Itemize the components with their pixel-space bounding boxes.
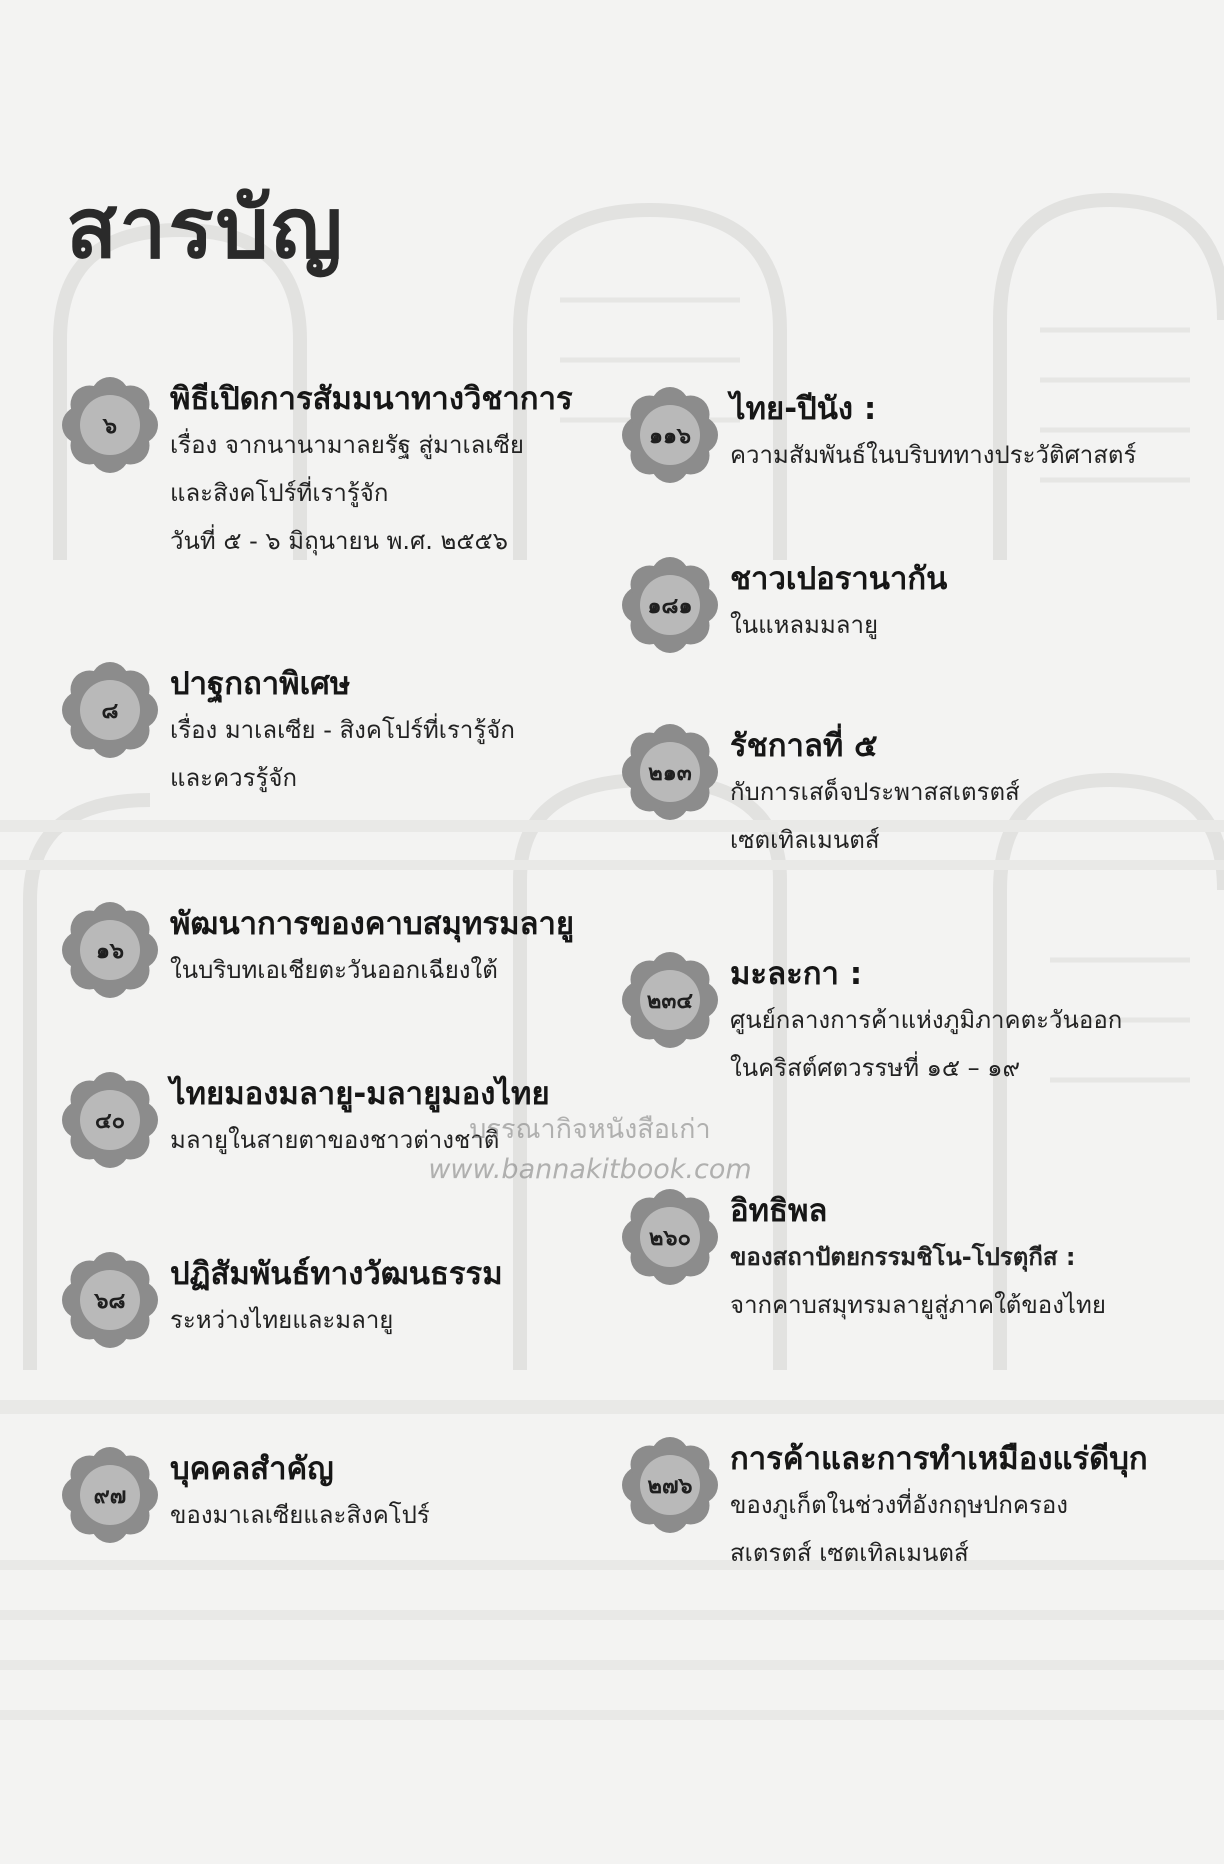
page-number: ๒๑๓	[648, 760, 692, 786]
entry-subtitle: ของภูเก็ตในช่วงที่อังกฤษปกครอง	[730, 1491, 1068, 1519]
toc-entry[interactable]	[60, 375, 580, 575]
entry-subtitle: มลายูในสายตาของชาวต่างชาติ	[170, 1126, 500, 1154]
page-number: ๒๖๐	[649, 1225, 691, 1251]
toc-entry[interactable]	[60, 900, 580, 1010]
entry-title: ปาฐกถาพิเศษ	[170, 666, 351, 702]
page-number: ๔๐	[94, 1108, 126, 1134]
entry-title: รัชกาลที่ ๕	[730, 728, 878, 764]
page-number: ๑๘๑	[647, 593, 693, 619]
watermark-line: บรรณากิจหนังสือเก่า	[469, 1114, 711, 1145]
entry-subtitle: กับการเสด็จประพาสสเตรตส์	[730, 778, 1020, 806]
entry-subtitle: เรื่อง จากนานามาลยรัฐ สู่มาเลเซีย	[170, 431, 524, 459]
toc-entry[interactable]	[620, 1435, 1200, 1595]
entry-title: พัฒนาการของคาบสมุทรมลายู	[170, 906, 575, 942]
entry-subtitle: ศูนย์กลางการค้าแห่งภูมิภาคตะวันออก	[730, 1006, 1123, 1034]
watermark-url: www.bannakitbook.com	[428, 1154, 752, 1185]
page-number: ๙๗	[93, 1483, 127, 1509]
page-number: ๖๘	[94, 1288, 126, 1314]
page-title: สารบัญ	[66, 179, 345, 277]
entry-title: การค้าและการทำเหมืองแร่ดีบุก	[730, 1441, 1148, 1477]
entry-title: มะละกา :	[730, 956, 863, 992]
watermark	[380, 1110, 800, 1190]
page-number: ๒๗๖	[647, 1473, 693, 1499]
entry-subtitle: จากคาบสมุทรมลายูสู่ภาคใต้ของไทย	[730, 1291, 1106, 1319]
entry-title: ปฏิสัมพันธ์ทางวัฒนธรรม	[170, 1256, 503, 1292]
entry-title: ไทยมองมลายู-มลายูมองไทย	[170, 1076, 550, 1112]
toc-entry[interactable]	[60, 660, 580, 820]
entry-subtitle: ในแหลมมลายู	[730, 611, 879, 639]
entry-subtitle: เซตเทิลเมนตส์	[730, 826, 880, 854]
toc-entry[interactable]	[620, 1187, 1200, 1347]
entry-subtitle: และสิงคโปร์ที่เรารู้จัก	[170, 479, 389, 507]
entry-subtitle: วันที่ ๕ - ๖ มิถุนายน พ.ศ. ๒๕๕๖	[170, 527, 508, 555]
entry-subtitle: ระหว่างไทยและมลายู	[170, 1306, 394, 1334]
page-number: ๒๓๔	[646, 988, 694, 1014]
page-number: ๑๖	[96, 938, 124, 964]
toc-entry[interactable]	[60, 1445, 580, 1555]
entry-title: พิธีเปิดการสัมมนาทางวิชาการ	[170, 381, 573, 417]
entry-title: ชาวเปอรานากัน	[730, 561, 948, 597]
entry-subtitle: สเตรตส์ เซตเทิลเมนตส์	[730, 1539, 969, 1567]
entry-title: บุคคลสำคัญ	[170, 1451, 334, 1487]
toc-entry[interactable]	[620, 385, 1200, 495]
entry-title: ไทย-ปีนัง :	[730, 391, 877, 427]
entry-subtitle: และควรรู้จัก	[170, 764, 297, 792]
page-number: ๑๑๖	[649, 423, 691, 449]
toc-entry[interactable]	[620, 950, 1200, 1110]
page-number: ๖	[103, 413, 117, 439]
entry-subtitle: ในคริสต์ศตวรรษที่ ๑๕ – ๑๙	[730, 1054, 1021, 1082]
toc-entry[interactable]	[620, 555, 1200, 665]
entry-subtitle: ของมาเลเซียและสิงคโปร์	[170, 1501, 430, 1529]
toc-entry[interactable]	[60, 1250, 580, 1360]
toc-entry[interactable]	[620, 722, 1200, 882]
entry-subtitle: ในบริบทเอเชียตะวันออกเฉียงใต้	[170, 956, 498, 984]
entry-subtitle: เรื่อง มาเลเซีย - สิงคโปร์ที่เรารู้จัก	[170, 716, 515, 744]
page-number: ๘	[101, 698, 119, 724]
entry-title: อิทธิพล	[730, 1193, 828, 1229]
entry-subtitle: ความสัมพันธ์ในบริบททางประวัติศาสตร์	[730, 441, 1137, 469]
entry-subtitle: ของสถาปัตยกรรมชิโน-โปรตุกีส :	[730, 1243, 1076, 1271]
